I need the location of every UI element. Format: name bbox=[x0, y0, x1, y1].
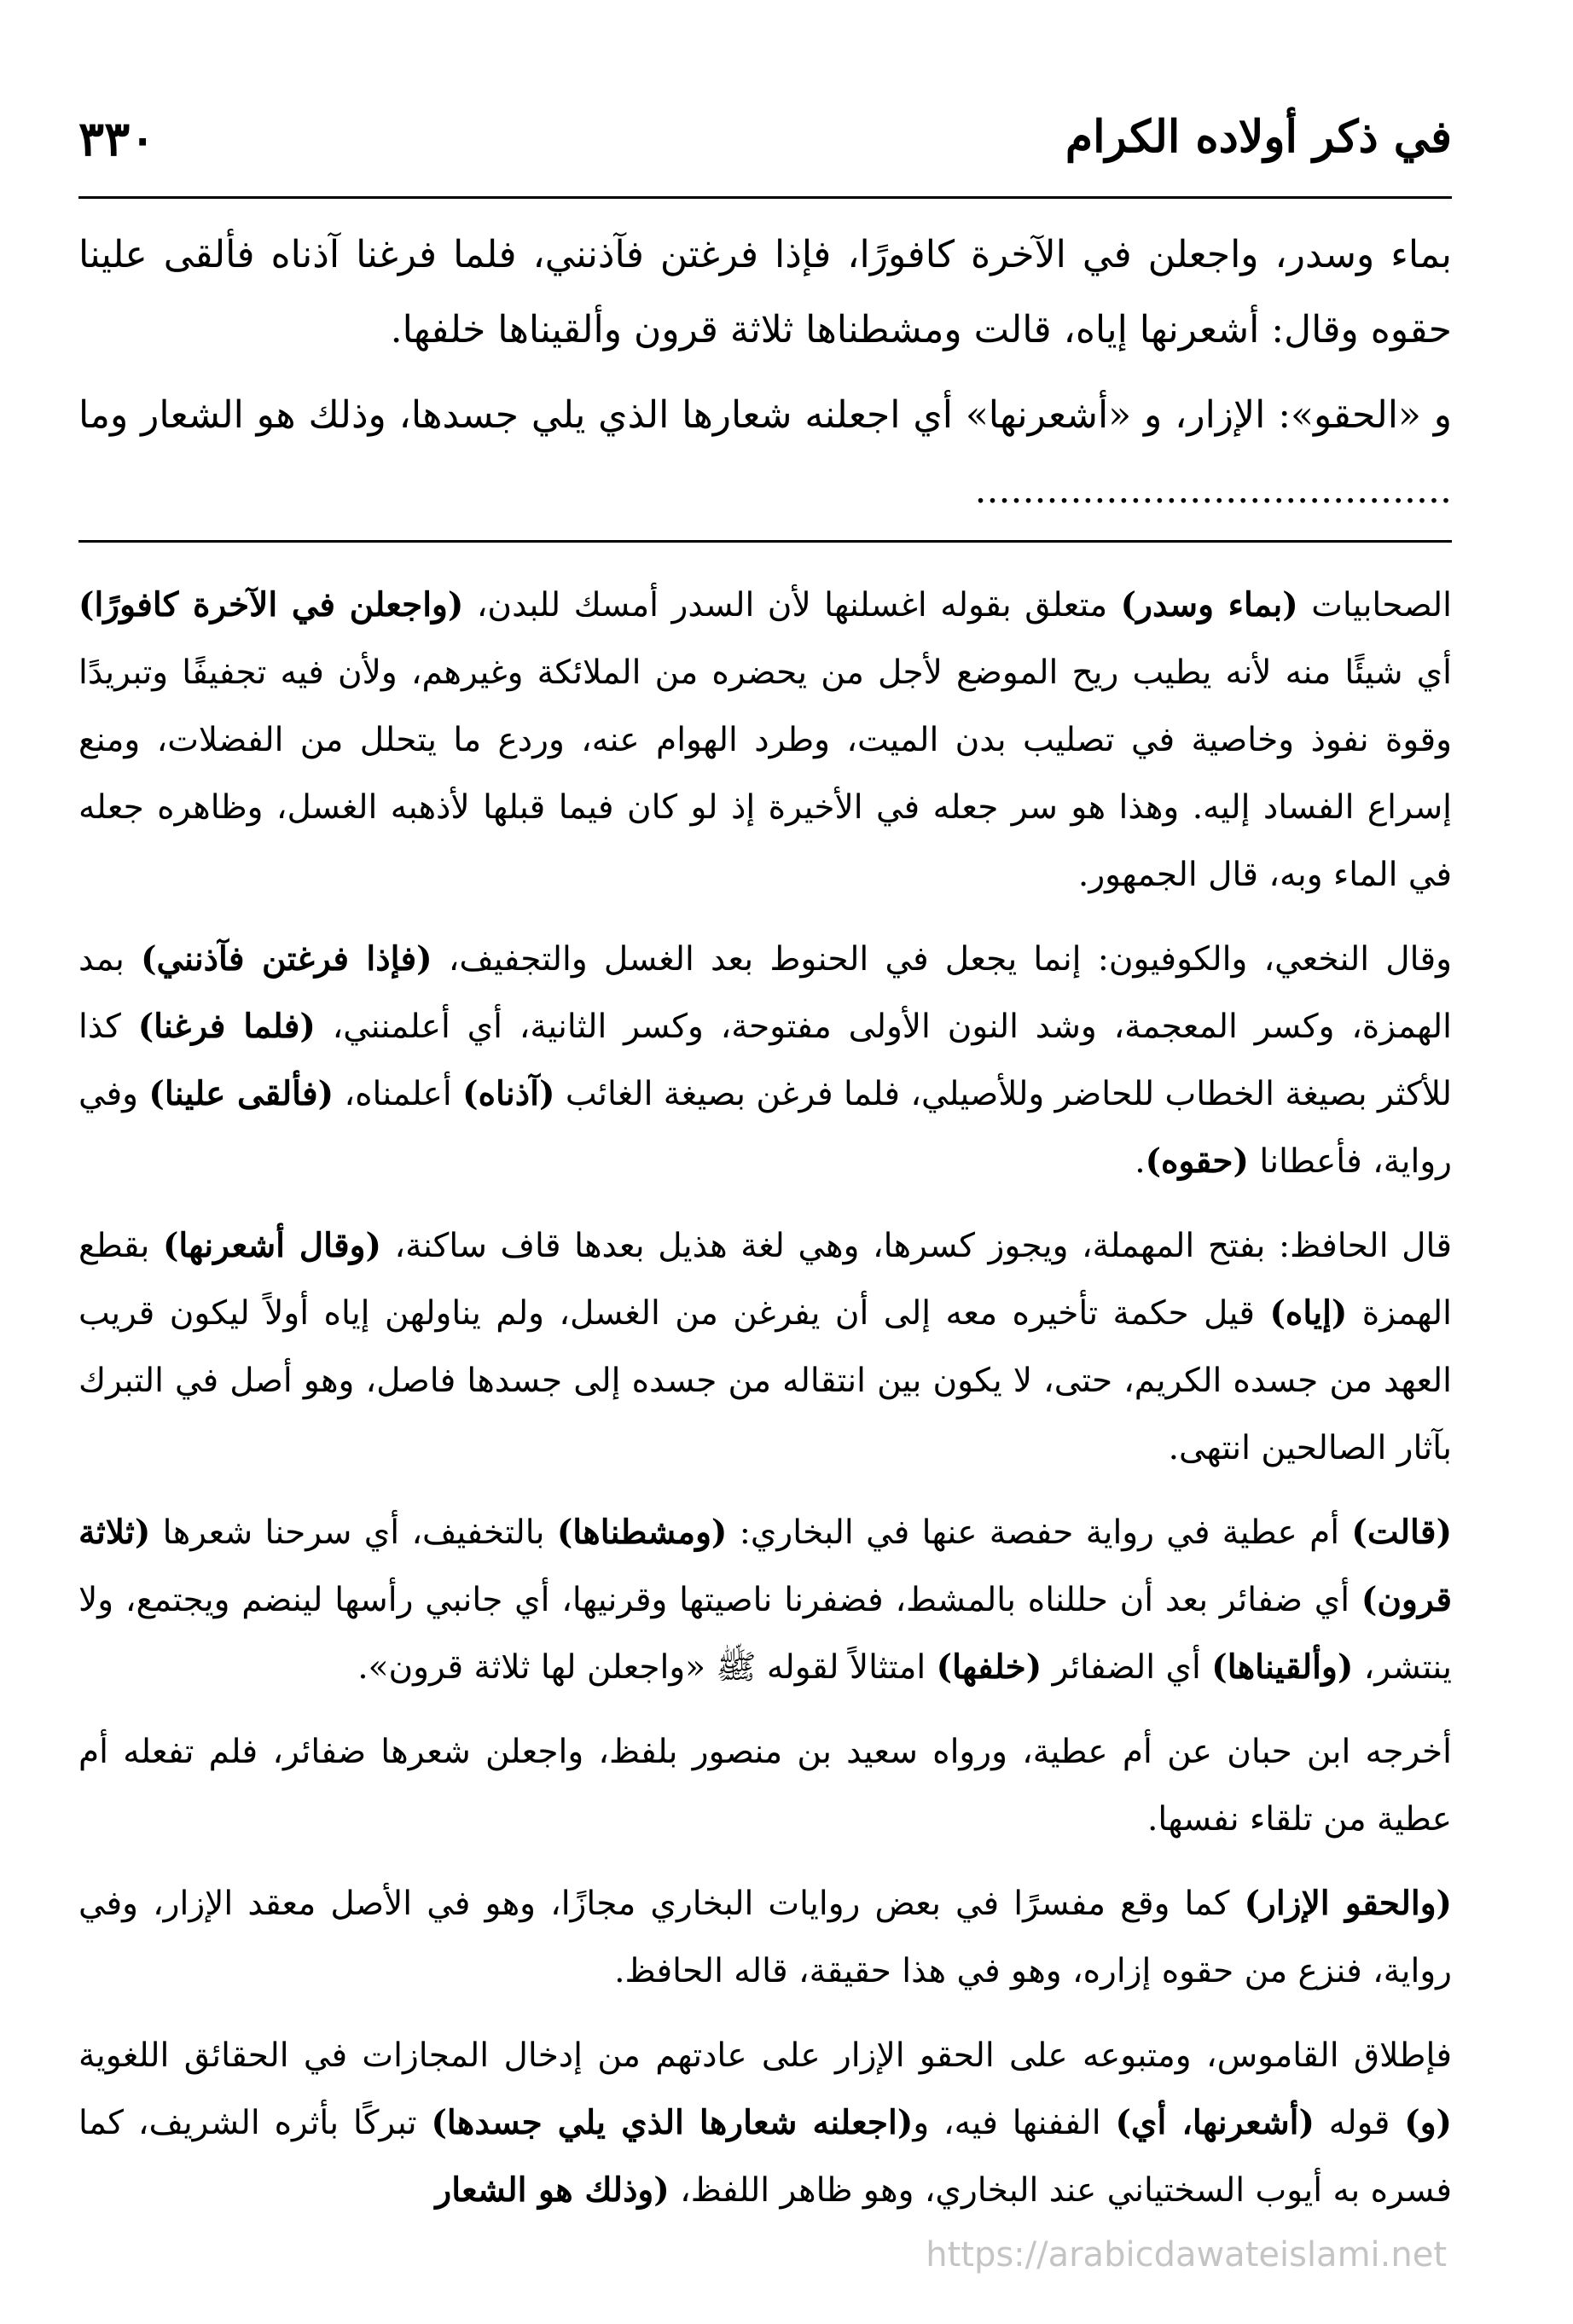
commentary-paragraph bbox=[78, 572, 1452, 909]
commentary-paragraph bbox=[78, 1499, 1452, 1701]
commentary-paragraph bbox=[78, 2022, 1452, 2224]
hadith-gloss-text: و «الحقو»: الإزار، و «أشعرنها» أي اجعلنه شعارها الذي يلي جسدها، وذلك هو الشعار وما bbox=[78, 393, 1452, 437]
commentary-text: أخرجه ابن حبان عن أم عطية، ورواه سعيد بن منصور بلفظ، واجعلن شعرها ضفائر، فلم تفعله أم عطية من تلقاء نفسها. bbox=[78, 1733, 1452, 1839]
commentary-text: تبركًا بأثره الشريف، كما فسره به أيوب السختياني عند البخاري، وهو ظاهر اللفظ، bbox=[78, 2104, 1452, 2210]
hadith-gloss-paragraph bbox=[78, 378, 1452, 528]
quoted-term: (و) bbox=[1404, 2103, 1452, 2142]
quoted-term: (إياه) bbox=[1269, 1293, 1348, 1333]
quoted-term: (والحقو الإزار) bbox=[1244, 1884, 1452, 1923]
commentary-text: الصحابيات bbox=[1297, 586, 1453, 625]
quoted-term: (فإذا فرغتن فآذنني) bbox=[141, 939, 432, 979]
quoted-term: (بماء وسدر) bbox=[1120, 585, 1298, 625]
quoted-term: (آذناه) bbox=[462, 1074, 555, 1113]
commentary-text: أي شيئًا منه لأنه يطيب ريح الموضع لأجل من يحضره من الملائكة وغيرهم، ولأن فيه تجفيفًا وتبريدًا وقوة نفوذ وخاصية في تصليب بدن الميت، وطرد الهوام عنه، وردع ما يتحلل من الفضلات، ومنع إسراع الفساد إليه. وهذا هو سر جعله في الأخيرة إذ لو كان فيما قبلها لأذهبه الغسل، وظاهره جعله في الماء وبه، قال الجمهور. bbox=[78, 654, 1452, 894]
commentary bbox=[78, 543, 1452, 2224]
page-header bbox=[78, 102, 1452, 199]
commentary-text: قوله bbox=[1314, 2104, 1405, 2142]
commentary-paragraph bbox=[78, 1212, 1452, 1482]
commentary-text: وقال النخعي، والكوفيون: إنما يجعل في الحنوط بعد الغسل والتجفيف، bbox=[432, 940, 1452, 979]
quoted-term: (ومشطناها) bbox=[556, 1513, 728, 1552]
quoted-term: (خلفها) bbox=[936, 1647, 1042, 1687]
commentary-text: بالتخفيف، أي سرحنا شعرها bbox=[150, 1514, 557, 1552]
commentary-text: كما وقع مفسرًا في بعض روايات البخاري مجازًا، وهو في الأصل معقد الإزار، وفي رواية، فنزع من حقوه إزاره، وهو في هذا حقيقة، قاله الحافظ. bbox=[78, 1885, 1452, 1990]
commentary-paragraph bbox=[78, 926, 1452, 1195]
commentary-text: أي الضفائر bbox=[1042, 1648, 1212, 1687]
commentary-text: الففنها فيه، و bbox=[913, 2104, 1116, 2142]
quoted-term: (وألقيناها) bbox=[1211, 1647, 1354, 1687]
commentary-text: بمد الهمزة، وكسر المعجمة، وشد النون الأولى مفتوحة، وكسر الثانية، أي أعلمنني، bbox=[78, 940, 1452, 1046]
commentary-text: فإطلاق القاموس، ومتبوعه على الحقو الإزار على عادتهم من إدخال المجازات في الحقائق اللغوية bbox=[78, 2036, 1452, 2075]
quoted-term: (وذلك هو الشعار bbox=[435, 2170, 670, 2210]
commentary-text: أم عطية في رواية حفصة عنها في البخاري: bbox=[727, 1514, 1352, 1552]
commentary-text: امتثالاً لقوله ﷺ «واجعلن لها ثلاثة قرون». bbox=[357, 1648, 937, 1687]
quoted-term: (وقال أشعرنها) bbox=[162, 1226, 381, 1265]
page-number: ٣٣٠ bbox=[78, 111, 156, 167]
hadith-text bbox=[78, 199, 1452, 543]
commentary-text: قال الحافظ: بفتح المهملة، ويجوز كسرها، وهي لغة هذيل بعدها قاف ساكنة، bbox=[380, 1227, 1452, 1265]
quoted-term: (فألقى علينا) bbox=[148, 1074, 334, 1113]
quoted-term: (قالت) bbox=[1351, 1513, 1453, 1552]
commentary-paragraph bbox=[78, 1718, 1452, 1853]
commentary-text: أعلمناه، bbox=[334, 1075, 463, 1113]
commentary-paragraph bbox=[78, 1870, 1452, 2005]
commentary-text: كذا للأكثر بصيغة الخطاب للحاضر وللأصيلي، فلما فرغن بصيغة الغائب bbox=[78, 1008, 1452, 1113]
quoted-term: (فلما فرغنا) bbox=[137, 1007, 316, 1046]
running-title: في ذكر أولاده الكرام bbox=[1065, 111, 1452, 163]
quoted-term: (أشعرنها، أي) bbox=[1115, 2103, 1315, 2142]
watermark-url: https://arabicdawateislami.net bbox=[926, 2235, 1447, 2275]
ellipsis: ........................................ bbox=[974, 468, 1452, 512]
commentary-text: وفي رواية، فأعطانا bbox=[78, 1075, 1452, 1181]
commentary-text: متعلق بقوله اغسلنها لأن السدر أمسك للبدن، bbox=[463, 586, 1121, 625]
quoted-term: (ثلاثة قرون) bbox=[78, 1513, 1452, 1619]
quoted-term: (واجعلن في الآخرة كافورًا) bbox=[78, 585, 464, 625]
book-page bbox=[78, 102, 1452, 2241]
commentary-text: أي ضفائر بعد أن حللناه بالمشط، فضفرنا ناصيتها وقرنيها، أي جانبي رأسها لينضم ويجتمع، ولا ينتشر، bbox=[78, 1581, 1452, 1687]
quoted-term: (اجعلنه شعارها الذي يلي جسدها) bbox=[431, 2103, 914, 2142]
hadith-paragraph: بماء وسدر، واجعلن في الآخرة كافورًا، فإذا فرغتن فآذنني، فلما فرغنا آذناه فألقى علينا حقوه وقال: أشعرنها إياه، قالت ومشطناها ثلاثة قرون وألقيناها خلفها. bbox=[78, 233, 1452, 352]
commentary-text: قيل حكمة تأخيره معه إلى أن يفرغن من الغسل، ولم يناولهن إياه أولاً ليكون قريب العهد من جسده الكريم، حتى، لا يكون بين انتقاله من جسده إلى جسدها فاصل، وهو أصل في التبرك بآثار الصالحين انتهى. bbox=[78, 1294, 1452, 1467]
quoted-term: (حقوه) bbox=[1145, 1142, 1249, 1181]
commentary-text: . bbox=[1135, 1142, 1146, 1181]
commentary-text: بقطع الهمزة bbox=[78, 1227, 1453, 1333]
